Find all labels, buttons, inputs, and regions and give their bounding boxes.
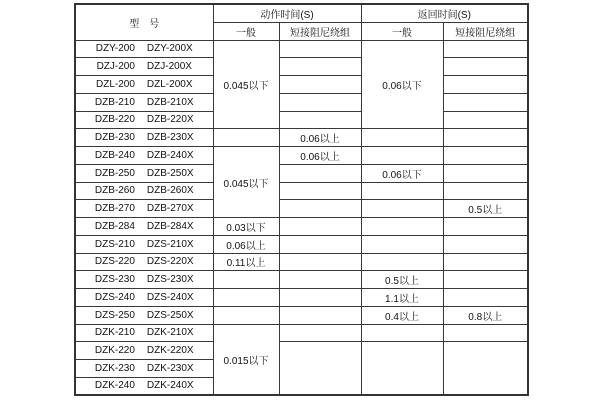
action-damped-cell: [279, 200, 361, 218]
return-damped-cell: [443, 58, 528, 76]
action-general-cell: [213, 306, 279, 324]
action-general-cell: [213, 129, 279, 147]
return-general-cell: 0.5以上: [361, 271, 443, 289]
action-damped-cell: [279, 111, 361, 129]
return-damped-cell: [443, 218, 528, 236]
header-model: 型 号: [75, 4, 213, 40]
model-cell: [75, 360, 213, 378]
model-cell: [75, 182, 213, 200]
model-a: DZK-230: [94, 362, 135, 374]
action-damped-cell: [279, 218, 361, 236]
return-general-cell: 0.06以下: [361, 40, 443, 129]
action-damped-cell: [279, 93, 361, 111]
header-return-time: 返回时间(S): [361, 4, 528, 22]
return-general-cell: 0.4以上: [361, 306, 443, 324]
return-general-cell: [361, 200, 443, 218]
model-a: DZB-240: [94, 149, 135, 161]
model-b: DZB-220X: [146, 114, 194, 126]
model-a: DZB-270: [94, 203, 135, 215]
model-b: DZJ-200X: [146, 61, 192, 73]
return-general-cell: [361, 235, 443, 253]
model-a: DZS-250: [94, 309, 135, 321]
return-damped-cell: [443, 111, 528, 129]
model-a: DZB-284: [94, 220, 135, 232]
model-a: DZK-210: [94, 327, 135, 339]
model-a: DZB-250: [94, 167, 135, 179]
model-b: DZB-210X: [146, 96, 194, 108]
model-cell: [75, 377, 213, 395]
return-general-cell: [361, 342, 443, 395]
model-cell: [75, 235, 213, 253]
model-b: DZK-220X: [146, 345, 194, 357]
return-general-cell: [361, 218, 443, 236]
model-b: DZS-250X: [146, 309, 194, 321]
model-cell: [75, 342, 213, 360]
action-general-cell: 0.11以上: [213, 253, 279, 271]
action-damped-cell: [279, 306, 361, 324]
model-cell: [75, 218, 213, 236]
model-a: DZJ-200: [96, 61, 135, 73]
model-b: DZS-230X: [146, 274, 194, 286]
action-general-cell: [213, 289, 279, 307]
header-action-damped: 短接阻尼绕组: [279, 22, 361, 40]
model-cell: [75, 40, 213, 58]
model-b: DZL-200X: [146, 78, 193, 90]
header-action-general: 一般: [213, 22, 279, 40]
model-a: DZS-240: [94, 291, 135, 303]
action-damped-cell: [279, 164, 361, 182]
model-cell: [75, 200, 213, 218]
return-damped-cell: [443, 93, 528, 111]
model-b: DZB-250X: [146, 167, 194, 179]
action-damped-cell: [279, 271, 361, 289]
return-damped-cell: [443, 324, 528, 342]
model-b: DZB-270X: [146, 203, 194, 215]
return-damped-cell: [443, 271, 528, 289]
model-b: DZK-230X: [146, 362, 194, 374]
model-cell: [75, 76, 213, 94]
model-cell: [75, 289, 213, 307]
return-damped-cell: [443, 235, 528, 253]
action-damped-cell: 0.06以上: [279, 147, 361, 165]
return-general-cell: [361, 182, 443, 200]
spec-table: [74, 3, 529, 396]
return-damped-cell: [443, 76, 528, 94]
action-general-cell: 0.045以下: [213, 40, 279, 129]
action-damped-cell: 0.06以上: [279, 129, 361, 147]
return-general-cell: [361, 129, 443, 147]
return-damped-cell: [443, 342, 528, 395]
model-b: DZB-260X: [146, 185, 194, 197]
action-general-cell: 0.06以上: [213, 235, 279, 253]
model-cell: [75, 306, 213, 324]
model-b: DZS-210X: [146, 238, 194, 250]
model-a: DZS-210: [94, 238, 135, 250]
return-general-cell: [361, 147, 443, 165]
model-cell: [75, 129, 213, 147]
model-cell: [75, 147, 213, 165]
model-b: DZB-240X: [146, 149, 194, 161]
header-return-general: 一般: [361, 22, 443, 40]
model-b: DZS-220X: [146, 256, 194, 268]
return-damped-cell: [443, 164, 528, 182]
action-damped-cell: [279, 324, 361, 342]
model-cell: [75, 253, 213, 271]
model-b: DZS-240X: [146, 291, 194, 303]
return-damped-cell: [443, 129, 528, 147]
model-b: DZK-240X: [146, 380, 194, 392]
model-cell: [75, 93, 213, 111]
model-a: DZY-200: [95, 43, 135, 55]
action-damped-cell: [279, 76, 361, 94]
action-damped-cell: [279, 342, 361, 395]
action-general-cell: 0.015以下: [213, 324, 279, 395]
model-cell: [75, 324, 213, 342]
model-b: DZK-210X: [146, 327, 194, 339]
action-damped-cell: [279, 40, 361, 58]
model-a: DZS-220: [94, 256, 135, 268]
return-damped-cell: [443, 182, 528, 200]
return-damped-cell: 0.5以上: [443, 200, 528, 218]
action-damped-cell: [279, 182, 361, 200]
action-general-cell: 0.045以下: [213, 147, 279, 218]
return-damped-cell: 0.8以上: [443, 306, 528, 324]
model-cell: [75, 111, 213, 129]
header-return-damped: 短接阻尼绕组: [443, 22, 528, 40]
model-b: DZY-200X: [146, 43, 193, 55]
action-damped-cell: [279, 289, 361, 307]
return-general-cell: [361, 253, 443, 271]
model-a: DZB-220: [94, 114, 135, 126]
return-general-cell: 0.06以下: [361, 164, 443, 182]
model-cell: [75, 58, 213, 76]
return-damped-cell: [443, 40, 528, 58]
model-a: DZB-260: [94, 185, 135, 197]
model-b: DZB-230X: [146, 132, 194, 144]
action-general-cell: 0.03以下: [213, 218, 279, 236]
action-damped-cell: [279, 253, 361, 271]
model-cell: [75, 164, 213, 182]
model-a: DZK-240: [94, 380, 135, 392]
action-general-cell: [213, 271, 279, 289]
return-general-cell: 1.1以上: [361, 289, 443, 307]
model-b: DZB-284X: [146, 220, 194, 232]
model-a: DZS-230: [94, 274, 135, 286]
return-damped-cell: [443, 253, 528, 271]
model-cell: [75, 271, 213, 289]
action-damped-cell: [279, 235, 361, 253]
model-a: DZL-200: [96, 78, 135, 90]
model-a: DZB-230: [94, 132, 135, 144]
action-damped-cell: [279, 58, 361, 76]
return-damped-cell: [443, 289, 528, 307]
model-a: DZB-210: [94, 96, 135, 108]
header-action-time: 动作时间(S): [213, 4, 361, 22]
return-damped-cell: [443, 147, 528, 165]
return-general-cell: [361, 324, 443, 342]
model-a: DZK-220: [94, 345, 135, 357]
